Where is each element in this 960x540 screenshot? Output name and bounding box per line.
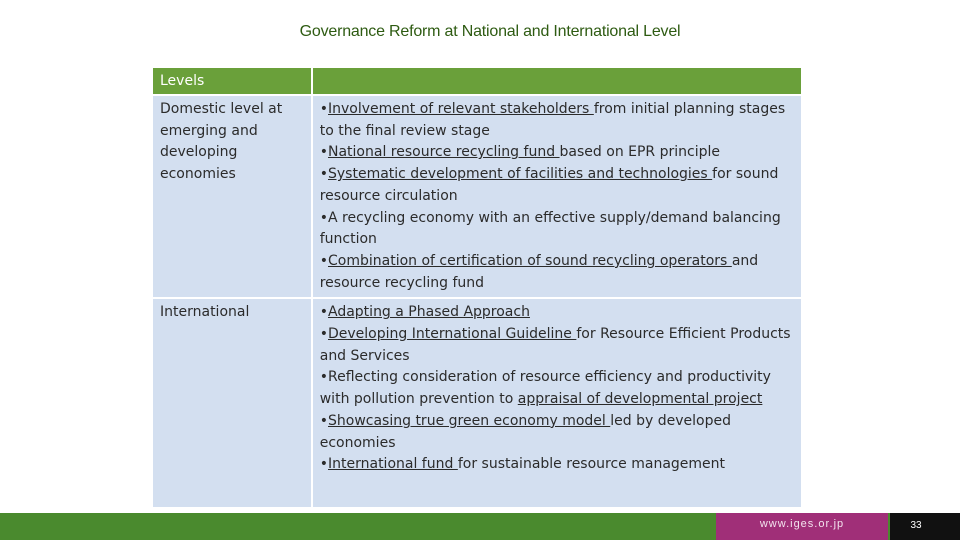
underlined-text: Developing International Guideline <box>328 326 577 343</box>
item-text: A recycling economy with an effective supply/demand balancing function <box>319 209 781 248</box>
underlined-text: International fund <box>328 456 458 473</box>
list-item: •Reflecting consideration of resource efficiency and productivity with pollution prevention to appraisal of developmental project <box>319 369 771 408</box>
item-text: for Resource Efficient Products and Services <box>319 326 791 364</box>
list-item: •Adapting a Phased Approach <box>319 304 530 321</box>
list-item: •Combination of certification of sound recycling operators and resource recycling fund <box>319 252 759 291</box>
slide-title: Governance Reform at National and International Level <box>299 23 681 40</box>
footer-url[interactable]: www.iges.or.jp <box>759 518 845 530</box>
underlined-text: National resource recycling fund <box>328 144 560 161</box>
item-text: based on EPR principle <box>559 144 720 161</box>
header-levels: Levels <box>152 67 312 95</box>
item-text: led by developed economies <box>319 412 731 451</box>
list-item: •Developing International Guideline for Resource Efficient Products and Services <box>319 326 791 364</box>
list-item: •International fund for sustainable resource management <box>319 456 726 473</box>
item-text: for sustainable resource management <box>457 456 726 473</box>
item-text: from initial planning stages to the final review stage <box>319 101 786 139</box>
governance-table <box>151 66 803 509</box>
page-number: 33 <box>910 520 922 531</box>
underlined-text: Combination of certification of sound recycling operators <box>328 252 732 269</box>
items-cell <box>312 95 802 298</box>
item-text: for sound resource circulation <box>319 166 779 204</box>
level-cell: Domestic level at emerging and developing economies <box>152 95 312 298</box>
items-cell <box>312 298 802 508</box>
table-header-row <box>152 67 802 95</box>
list-item: •Showcasing true green economy model led by developed economies <box>319 412 731 451</box>
header-empty <box>312 67 802 95</box>
item-text: Reflecting consideration of resource efficiency and productivity with pollution prevention to <box>319 369 771 408</box>
item-text: and resource recycling fund <box>319 252 759 291</box>
table-row <box>152 95 802 298</box>
list-item: •Systematic development of facilities and technologies for sound resource circulation <box>319 166 779 204</box>
underlined-text: appraisal of developmental project <box>517 391 763 408</box>
underlined-text: Involvement of relevant stakeholders <box>328 101 594 117</box>
table-row <box>152 298 802 508</box>
underlined-text: Adapting a Phased Approach <box>328 304 530 321</box>
list-item: •Involvement of relevant stakeholders from initial planning stages to the final review stage <box>319 101 786 139</box>
underlined-text: Showcasing true green economy model <box>328 412 611 429</box>
list-item: •National resource recycling fund based on EPR principle <box>319 144 720 161</box>
list-item: •A recycling economy with an effective supply/demand balancing function <box>319 209 781 248</box>
level-cell: International <box>152 298 312 508</box>
underlined-text: Systematic development of facilities and technologies <box>328 166 713 183</box>
